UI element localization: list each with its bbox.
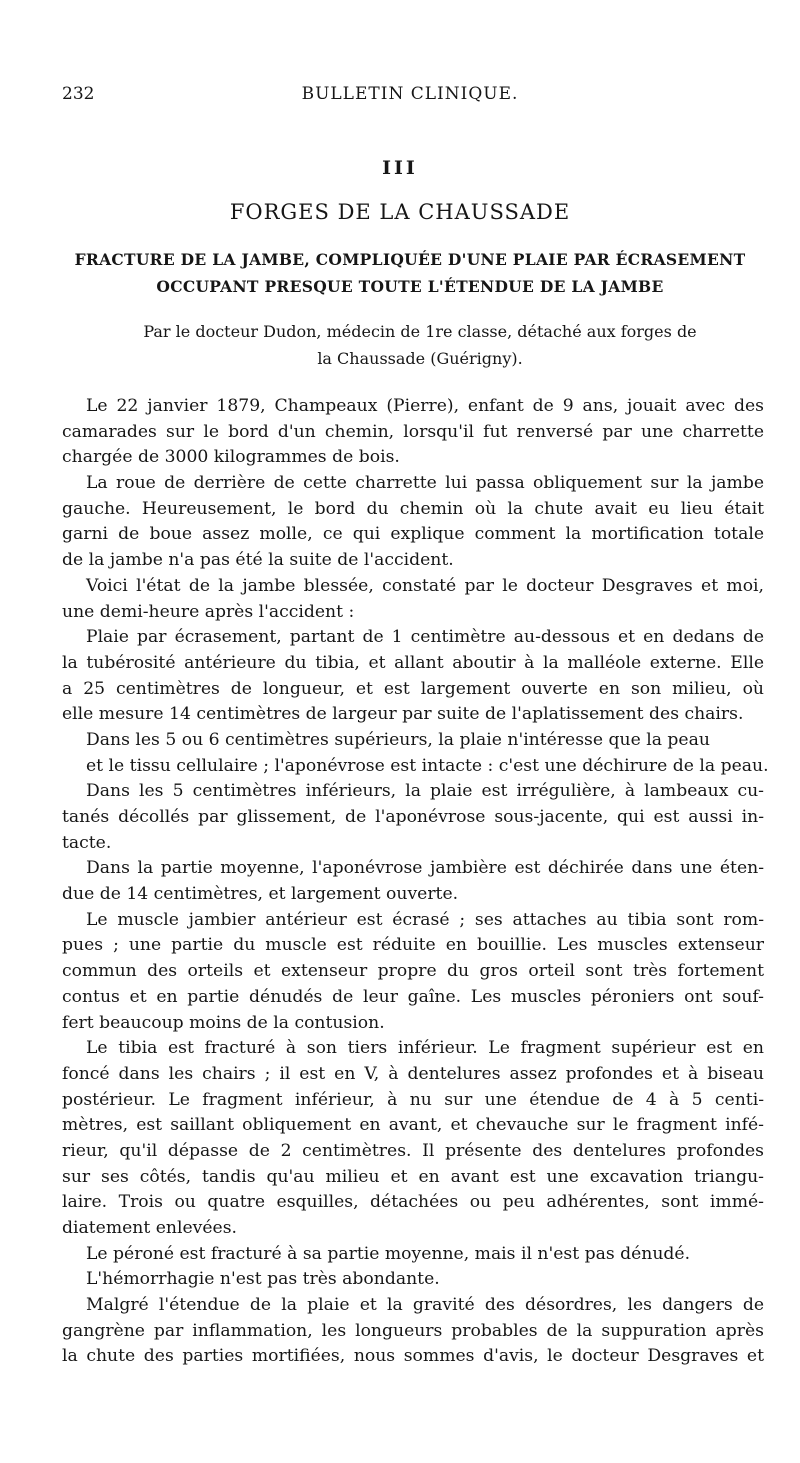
text-line: Le péroné est fracturé à sa partie moyenne, mais il n'est pas dénudé.	[86, 1243, 691, 1264]
page-number: 232	[62, 84, 95, 104]
text-line: foncé dans les chairs ; il est en V, à dentelures assez profondes et à biseau	[62, 1063, 764, 1084]
text-line: postérieur. Le fragment inférieur, à nu sur une étendue de 4 à 5 centi-	[62, 1089, 764, 1110]
text-line: mètres, est saillant obliquement en avant, et chevauche sur le fragment infé-	[62, 1115, 764, 1136]
text-line: Dans la partie moyenne, l'aponévrose jambière est déchirée dans une éten-	[86, 858, 764, 879]
running-head	[62, 84, 758, 108]
text-line: Malgré l'étendue de la plaie et la gravité des désordres, les dangers de	[86, 1295, 764, 1316]
subtitle-line: OCCUPANT PRESQUE TOUTE L'ÉTENDUE DE LA JAMBE	[156, 277, 664, 296]
text-line: garni de boue assez molle, ce qui explique comment la mortification totale	[62, 524, 764, 545]
text-line: laire. Trois ou quatre esquilles, détachées ou peu adhérentes, sont immé-	[62, 1192, 764, 1213]
text-line: diatement enlevées.	[62, 1218, 237, 1238]
text-line: L'hémorrhagie n'est pas très abondante.	[86, 1269, 440, 1290]
text-line: Dans les 5 centimètres inférieurs, la plaie est irrégulière, à lambeaux cu-	[86, 781, 764, 802]
text-line: la chute des parties mortifiées, nous sommes d'avis, le docteur Desgraves et	[62, 1346, 764, 1367]
text-line: fert beaucoup moins de la contusion.	[62, 1012, 385, 1033]
journal-title: BULLETIN CLINIQUE.	[301, 84, 519, 104]
text-line: contus et en partie dénudés de leur gaîne. Les muscles péroniers ont souf-	[62, 986, 764, 1007]
text-line: due de 14 centimètres, et largement ouverte.	[62, 884, 459, 905]
text-line: commun des orteils et extenseur propre du gros orteil sont très fortement	[62, 961, 764, 982]
body-text	[62, 394, 769, 1370]
text-line: Le muscle jambier antérieur est écrasé ; ses attaches au tibia sont rom-	[86, 909, 764, 930]
text-line: de la jambe n'a pas été la suite de l'accident.	[62, 550, 454, 571]
text-line: La roue de derrière de cette charrette lui passa obliquement sur la jambe	[86, 473, 764, 494]
text-line: une demi-heure après l'accident :	[62, 601, 355, 622]
text-line: Le tibia est fracturé à son tiers inférieur. Le fragment supérieur est en	[86, 1038, 764, 1059]
text-line: gauche. Heureusement, le bord du chemin où la chute avait eu lieu était	[62, 498, 764, 519]
article-subtitle	[60, 246, 760, 300]
text-line: la tubérosité antérieure du tibia, et allant aboutir à la malléole externe. Elle	[62, 652, 764, 673]
byline	[80, 318, 760, 372]
text-line: gangrène par inflammation, les longueurs probables de la suppuration après	[62, 1320, 764, 1341]
text-line: sur ses côtés, tandis qu'au milieu et en avant est une excavation triangu-	[62, 1166, 764, 1187]
text-line: tacte.	[62, 832, 112, 853]
text-line: Plaie par écrasement, partant de 1 centimètre au-dessous et en dedans de	[86, 627, 764, 648]
text-line: chargée de 3000 kilogrammes de bois.	[62, 447, 400, 468]
text-line: tanés décollés par glissement, de l'aponévrose sous-jacente, qui est aussi in-	[62, 807, 764, 827]
text-line: Le 22 janvier 1879, Champeaux (Pierre), enfant de 9 ans, jouait avec des	[86, 396, 764, 416]
subtitle-line: FRACTURE DE LA JAMBE, COMPLIQUÉE D'UNE PLAIE PAR ÉCRASEMENT	[74, 250, 746, 269]
text-line: Voici l'état de la jambe blessée, constaté par le docteur Desgraves et moi,	[86, 575, 764, 596]
text-line: a 25 centimètres de longueur, et est largement ouverte en son milieu, où	[62, 678, 764, 699]
article-title: FORGES DE LA CHAUSSADE	[229, 200, 571, 224]
text-line: pues ; une partie du muscle est réduite en bouillie. Les muscles extenseur	[62, 935, 764, 956]
byline-line: Par le docteur Dudon, médecin de 1re classe, détaché aux forges de	[143, 322, 697, 341]
text-line: et le tissu cellulaire ; l'aponévrose est intacte : c'est une déchirure de la peau.	[86, 755, 769, 776]
text-line: camarades sur le bord d'un chemin, lorsqu'il fut renversé par une charrette	[62, 421, 764, 442]
text-line: Dans les 5 ou 6 centimètres supérieurs, la plaie n'intéresse que la peau	[86, 729, 710, 750]
text-line: elle mesure 14 centimètres de largeur par suite de l'aplatissement des chairs.	[62, 704, 744, 725]
byline-line: la Chaussade (Guérigny).	[317, 349, 523, 368]
section-number: III	[382, 157, 418, 179]
text-line: rieur, qu'il dépasse de 2 centimètres. Il présente des dentelures profondes	[62, 1140, 764, 1161]
